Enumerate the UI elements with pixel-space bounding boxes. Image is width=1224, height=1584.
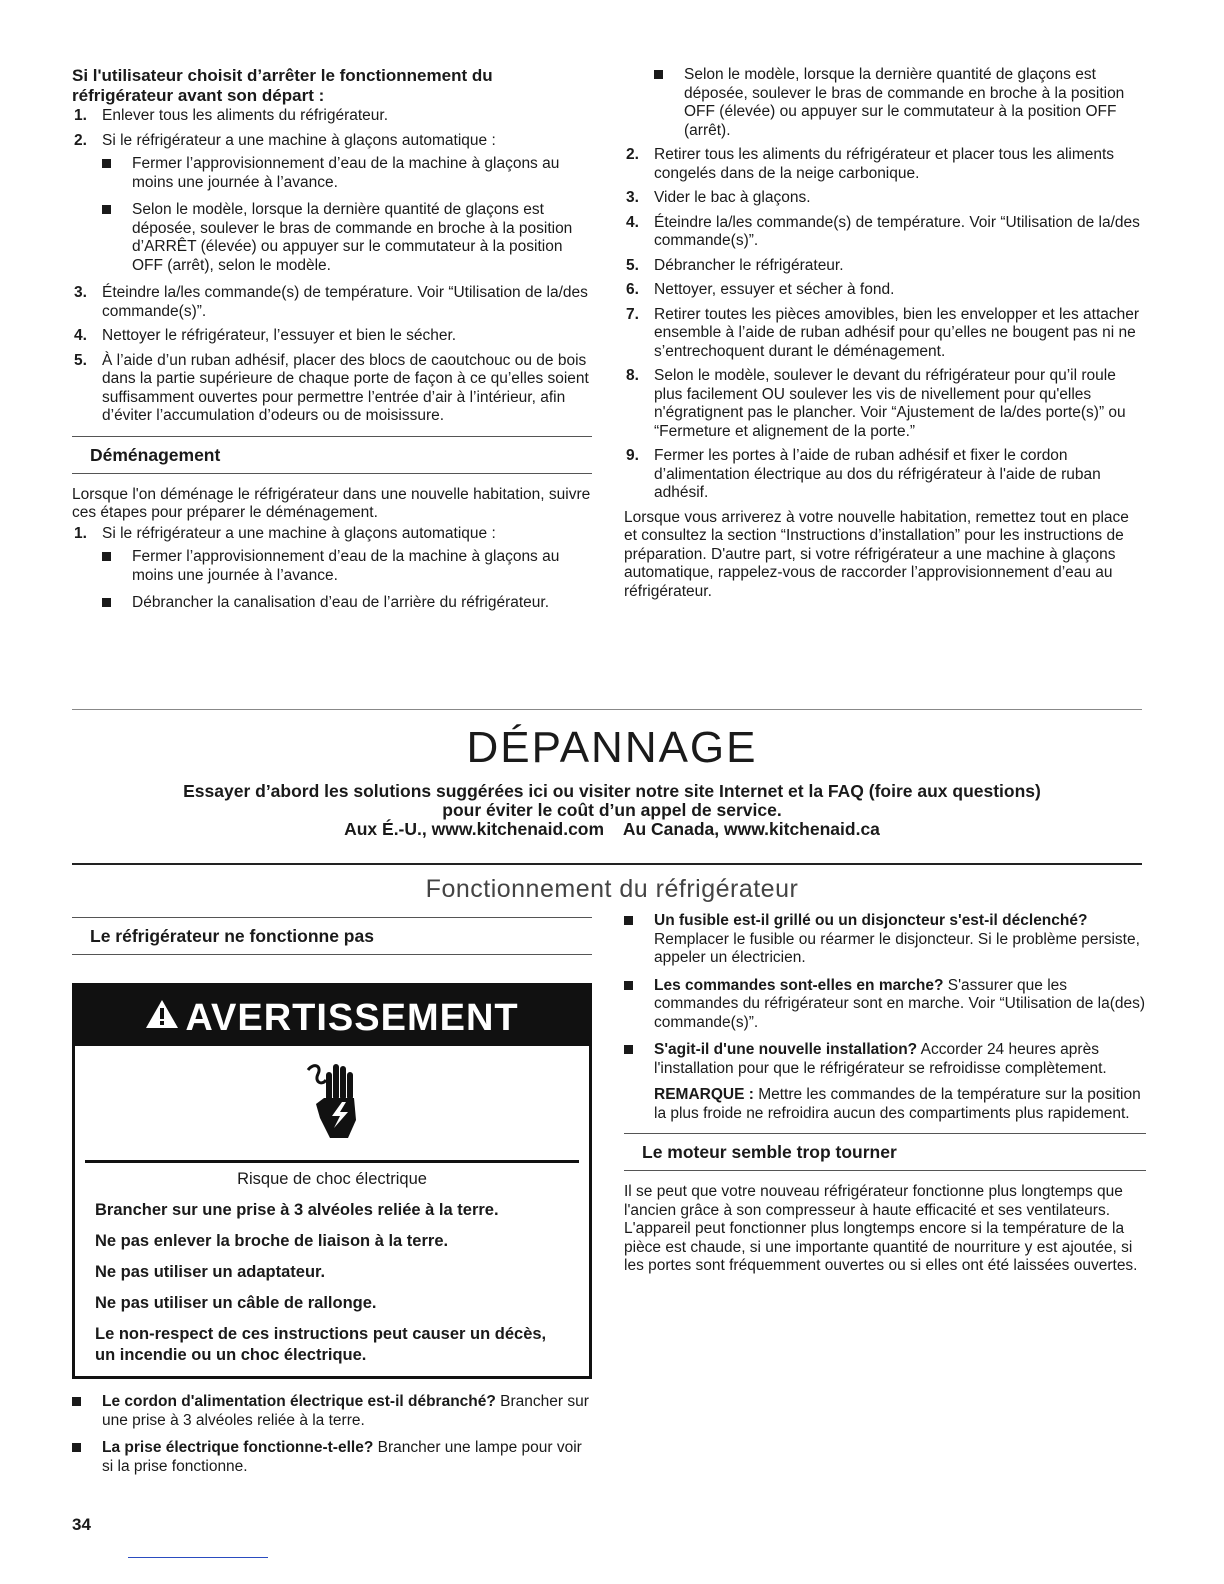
- list-item: 4. Nettoyer le réfrigérateur, l’essuyer et bien le sécher.: [74, 327, 457, 344]
- list-item: 4. Éteindre la/les commande(s) de température. Voir “Utilisation de la/des commande(s)”.: [626, 213, 1140, 249]
- divider: [72, 709, 1142, 710]
- warning-line: Brancher sur une prise à 3 alvéoles reliée à la terre.: [95, 1201, 499, 1219]
- moving-steps: [72, 525, 592, 613]
- moving-steps-cont: [624, 146, 1146, 503]
- bullet-item: Un fusible est-il grillé ou un disjoncteur s'est-il déclenché? Remplacer le fusible ou réarmer le disjoncteur. Si le problème persiste, appeler un électricien.: [624, 912, 1146, 968]
- intro-line: Essayer d’abord les solutions suggérées ici ou visiter notre site Internet et la FAQ (foire aux questions): [183, 781, 1041, 801]
- bullet-list: [654, 66, 1146, 140]
- list-item: 1. Si le réfrigérateur a une machine à glaçons automatique : Fermer l’approvisionnement d’eau de la machine à glaçons au moins une journée à l’avance. Débrancher la canalisation d’eau de l’arrière du réfrigérateur.: [72, 525, 592, 613]
- bullet-item: Selon le modèle, lorsque la dernière quantité de glaçons est déposée, soulever le bras de commande en broche à la position OFF (élevée) ou appuyer sur le commutateur à la position OFF (arrêt).: [654, 66, 1146, 140]
- list-item: 5. Débrancher le réfrigérateur.: [626, 256, 844, 274]
- divider: [72, 863, 1142, 865]
- list-item: 6. Nettoyer, essuyer et sécher à fond.: [626, 281, 895, 298]
- troubleshoot-list: [624, 912, 1146, 1123]
- list-item: 9. Fermer les portes à l’aide de ruban adhésif et fixer le cordon d’alimentation électrique au dos du réfrigérateur à l'aide de ruban adhésif.: [626, 447, 1101, 501]
- list-item: 2. Retirer tous les aliments du réfrigérateur et placer tous les aliments congelés dans de la neige carbonique.: [626, 146, 1115, 182]
- list-item: 8. Selon le modèle, soulever le devant du réfrigérateur pour qu’il roule plus facilement OU soulever les vis de nivellement pour qu'elles n'égratignent pas le plancher. Voir “Ajustement de la/des porte(s)” ou “Fermeture et alignement de la porte.”: [626, 367, 1126, 440]
- page-title: DÉPANNAGE: [466, 723, 758, 772]
- bullet-list: [102, 548, 592, 613]
- bullet-square-icon: [654, 70, 663, 79]
- list-item: 1. Enlever tous les aliments du réfrigérateur.: [74, 107, 389, 124]
- list-item: 3. Éteindre la/les commande(s) de température. Voir “Utilisation de la/des commande(s)”.: [74, 284, 588, 320]
- intro-block: [0, 782, 1224, 839]
- bullet-square-icon: [624, 981, 633, 990]
- list-item: 2. Si le réfrigérateur a une machine à glaçons automatique : Fermer l’approvisionnement d’eau de la machine à glaçons au moins une journée à l’avance. Selon le modèle, lorsque la dernière quantité de glaçons est déposée, soulever le bras de commande en broche à la position d’ARRÊT (élevée) ou appuyer sur le commutateur à la position OFF (arrêt), selon le modèle.: [72, 132, 592, 276]
- intro-line: pour éviter le coût d’un appel de service.: [442, 800, 782, 820]
- bullet-square-icon: [102, 205, 111, 214]
- section-title: Fonctionnement du réfrigérateur: [425, 875, 799, 903]
- warning-line: Ne pas utiliser un câble de rallonge.: [95, 1294, 377, 1312]
- bullet-item: Selon le modèle, lorsque la dernière quantité de glaçons est déposée, soulever le bras de commande en broche à la position d’ARRÊT (élevée) ou appuyer sur le commutateur à la position OFF (arrêt), selon le modèle.: [102, 201, 592, 275]
- bullet-square-icon: [624, 916, 633, 925]
- bullet-item: Débrancher la canalisation d’eau de l’arrière du réfrigérateur.: [102, 594, 592, 613]
- warning-triangle-icon: [145, 988, 179, 1048]
- warning-box: [72, 983, 592, 1379]
- not-working-heading: Le réfrigérateur ne fonctionne pas: [72, 917, 592, 955]
- motor-paragraph: Il se peut que votre nouveau réfrigérateur fonctionne plus longtemps que l'ancien grâce à son compresseur à haute efficacité et ses ventilateurs. L'appareil peut fonctionner plus longtemps encore si la température de la pièce est chaude, si une importante quantité de nourriture y est ajoutée, si les portes sont fréquemment ouvertes ou si elles ont été laissées ouvertes.: [624, 1183, 1138, 1274]
- moving-heading: Déménagement: [72, 436, 592, 474]
- right-top-column: [624, 66, 1146, 601]
- motor-heading: Le moteur semble trop tourner: [624, 1133, 1146, 1171]
- bullet-square-icon: [102, 159, 111, 168]
- bullet-list: [102, 155, 592, 275]
- footer-divider: [128, 1557, 268, 1558]
- warning-line: Le non-respect de ces instructions peut causer un décès, un incendie ou un choc électrique.: [95, 1325, 547, 1364]
- bullet-item: Fermer l’approvisionnement d’eau de la machine à glaçons au moins une journée à l’avance.: [102, 548, 592, 585]
- bullet-square-icon: [72, 1397, 81, 1406]
- page-number: 34: [72, 1515, 91, 1534]
- moving-intro: Lorsque l'on déménage le réfrigérateur dans une nouvelle habitation, suivre ces étapes pour préparer le déménagement.: [72, 485, 591, 521]
- warning-title: AVERTISSEMENT: [185, 996, 519, 1039]
- bullet-item: S'agit-il d'une nouvelle installation? Accorder 24 heures après l'installation pour que le réfrigérateur se refroidisse complètement. REMARQUE : Mettre les commandes de la température sur la position la plus froide ne refroidira aucun des compartiments plus rapidement.: [624, 1041, 1146, 1123]
- electric-shock-hand-icon: [302, 1058, 366, 1149]
- bullet-square-icon: [624, 1045, 633, 1054]
- bullet-item: Le cordon d'alimentation électrique est-il débranché? Brancher sur une prise à 3 alvéoles reliée à la terre.: [72, 1393, 592, 1430]
- moving-closing: Lorsque vous arriverez à votre nouvelle habitation, remettez tout en place et consultez la section “Instructions d’installation” pour les instructions de préparation. D'autre part, si votre réfrigérateur a une machine à glaçons automatique, rappelez-vous de raccorder l’approvisionnement d’eau au réfrigérateur.: [624, 508, 1129, 600]
- left-bottom-column: [72, 917, 592, 1485]
- warning-line: Ne pas utiliser un adaptateur.: [95, 1263, 326, 1281]
- bullet-item: Les commandes sont-elles en marche? S'assurer que les commandes du réfrigérateur sont en marche. Voir “Utilisation de la(des) commande(s)”.: [624, 977, 1146, 1033]
- warning-header: [75, 986, 589, 1046]
- list-item: 5. À l’aide d’un ruban adhésif, placer des blocs de caoutchouc ou de bois dans la partie supérieure de chaque porte de façon à ce qu’elles soient suffisamment ouvertes pour permettre l’entrée d’air à l’intérieur, afin d’éviter l’accumulation d’odeurs ou de moisissure.: [74, 351, 589, 424]
- warning-text: [75, 1163, 589, 1376]
- warning-icon-area: [85, 1046, 579, 1163]
- list-item: 3. Vider le bac à glaçons.: [626, 189, 811, 206]
- warning-line: Ne pas enlever la broche de liaison à la terre.: [95, 1232, 449, 1250]
- left-top-column: [72, 66, 592, 622]
- troubleshoot-list: [72, 1393, 592, 1476]
- note: REMARQUE : Mettre les commandes de la température sur la position la plus froide ne refroidira aucun des compartiments plus rapidement.: [654, 1086, 1141, 1122]
- bullet-item: Fermer l’approvisionnement d’eau de la machine à glaçons au moins une journée à l’avance.: [102, 155, 592, 192]
- bullet-square-icon: [102, 598, 111, 607]
- list-item: 7. Retirer toutes les pièces amovibles, bien les envelopper et les attacher ensemble à l’aide de ruban adhésif pour qu’elles ne bougent pas ni ne s’entrechoquent durant le déménagement.: [626, 305, 1140, 360]
- stop-steps: [72, 107, 592, 426]
- bullet-item: La prise électrique fonctionne-t-elle? Brancher une lampe pour voir si la prise fonctionne.: [72, 1439, 592, 1476]
- bullet-square-icon: [72, 1443, 81, 1452]
- warning-risk: Risque de choc électrique: [237, 1170, 427, 1188]
- right-bottom-column: [624, 912, 1146, 1276]
- bullet-square-icon: [102, 552, 111, 561]
- intro-line: Aux É.-U., www.kitchenaid.com Au Canada, www.kitchenaid.ca: [344, 819, 880, 839]
- stop-heading: Si l'utilisateur choisit d’arrêter le fonctionnement du réfrigérateur avant son départ :: [72, 66, 493, 105]
